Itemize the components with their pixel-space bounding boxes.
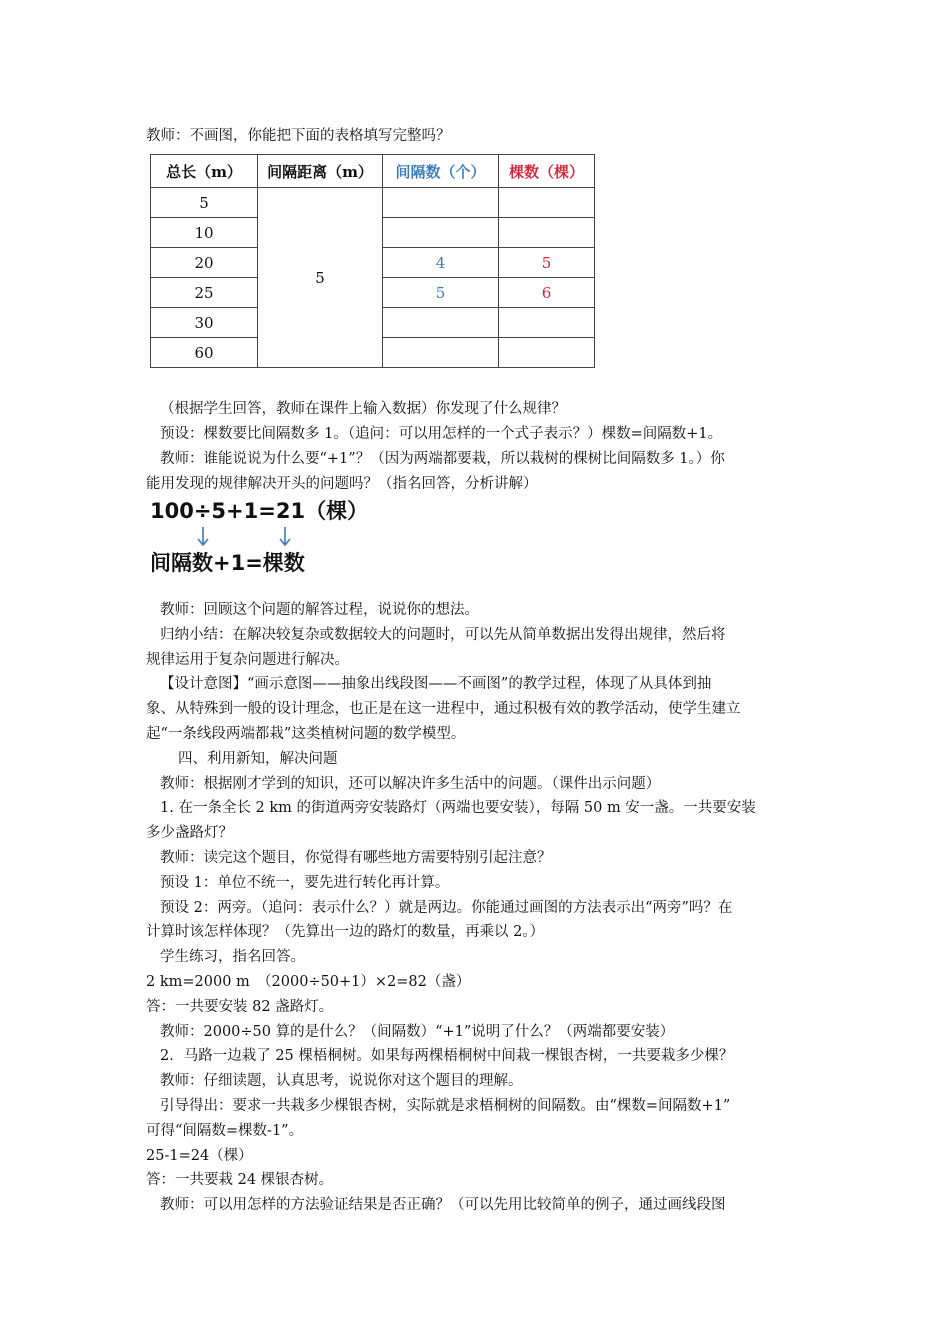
text-line: 1. 在一条全长 2 km 的街道两旁安装路灯（两端也要安装），每隔 50 m 安一盏。一共要安装: [160, 800, 756, 817]
cell-trees: 5: [499, 248, 595, 278]
text-line: 可得“间隔数=棵数-1”。: [146, 1122, 304, 1139]
cell-total: 30: [151, 308, 258, 338]
cell-total: 60: [151, 338, 258, 368]
cell-gaps: 4: [383, 248, 499, 278]
paragraph-question: （根据学生回答，教师在课件上输入数据）你发现了什么规律？: [160, 401, 566, 417]
formula-rule: 间隔数+1=棵数: [150, 551, 305, 575]
text-line: 教师：仔细读题，认真思考，说说你对这个题目的理解。: [160, 1073, 523, 1090]
text-line: 归纳小结：在解决较复杂或数据较大的问题时，可以先从简单数据出发得出规律，然后将: [160, 626, 726, 643]
cell-total: 20: [151, 248, 258, 278]
text-line: 教师：2000÷50 算的是什么？（间隔数）“+1”说明了什么？（两端都要安装）: [160, 1023, 675, 1040]
text-line: 预设 1：单位不统一，要先进行转化再计算。: [160, 874, 450, 891]
text-line: 教师：回顾这个问题的解答过程，说说你的想法。: [160, 602, 479, 618]
arrow-down-icon: [278, 527, 292, 547]
header-tree-count: 棵数（棵）: [499, 155, 595, 188]
cell-trees: [499, 308, 595, 338]
header-interval-distance: 间隔距离（m）: [258, 155, 383, 188]
text-line: 答：一共要安装 82 盏路灯。: [146, 998, 334, 1015]
text-line: 四、利用新知，解决问题: [178, 750, 338, 767]
cell-total: 25: [151, 278, 258, 308]
text-line: 学生练习，指名回答。: [160, 949, 305, 966]
cell-interval: 5: [258, 188, 383, 368]
text-line: 象、从特殊到一般的设计理念，也正是在这一进程中，通过积极有效的教学活动，使学生建立: [146, 701, 741, 718]
text-line: 起“一条线段两端都栽”这类植树问题的数学模型。: [146, 726, 466, 742]
cell-gaps: [383, 188, 499, 218]
table-header-row: [151, 155, 595, 188]
cell-trees: [499, 188, 595, 218]
formula-figure: [150, 495, 390, 585]
cell-gaps: [383, 218, 499, 248]
text-line: 计算时该怎样体现？（先算出一边的路灯的数量，再乘以 2。）: [146, 924, 545, 941]
cell-trees: [499, 338, 595, 368]
text-line: 教师：读完这个题目，你觉得有哪些地方需要特别引起注意？: [160, 850, 552, 866]
cell-gaps: [383, 338, 499, 368]
cell-trees: [499, 218, 595, 248]
header-total-length: 总长（m）: [151, 155, 258, 188]
text-line: 25-1=24（棵）: [146, 1147, 253, 1164]
text-line: 【设计意图】“画示意图——抽象出线段图——不画图”的教学过程，体现了从具体到抽: [160, 676, 712, 693]
text-line: 教师：根据刚才学到的知识，还可以解决许多生活中的问题。（课件出示问题）: [160, 775, 661, 792]
table-row: [151, 188, 595, 218]
text-line: 引导得出：要求一共栽多少棵银杏树，实际就是求梧桐树的间隔数。由“棵数=间隔数+1”: [160, 1098, 731, 1114]
text-line: 2．马路一边栽了 25 棵梧桐树。如果每两棵梧桐树中间栽一棵银杏树，一共要栽多少棵？: [160, 1048, 734, 1065]
intro-text: 教师：不画图，你能把下面的表格填写完整吗？: [146, 128, 451, 144]
header-interval-count: 间隔数（个）: [383, 155, 499, 188]
text-line: 2 km=2000 m （2000÷50+1）×2=82（盏）: [146, 974, 471, 990]
text-line: 规律运用于复杂问题进行解决。: [146, 651, 349, 668]
paragraph-preset: 预设：棵数要比间隔数多 1。（追问：可以用怎样的一个式子表示？）棵数=间隔数+1。: [160, 426, 723, 442]
cell-gaps: 5: [383, 278, 499, 308]
arrow-down-icon: [196, 527, 210, 547]
text-line: 预设 2：两旁。（追问：表示什么？）就是两边。你能通过画图的方法表示出“两旁”吗？在: [160, 899, 733, 916]
text-line: 教师：可以用怎样的方法验证结果是否正确？（可以先用比较简单的例子，通过画线段图: [160, 1197, 726, 1214]
cell-total: 5: [151, 188, 258, 218]
paragraph-why-cont: 能用发现的规律解决开头的问题吗？（指名回答，分析讲解）: [146, 476, 538, 492]
text-line: 答：一共要栽 24 棵银杏树。: [146, 1172, 334, 1189]
cell-trees: 6: [499, 278, 595, 308]
cell-total: 10: [151, 218, 258, 248]
formula-equation: 100÷5+1=21（棵）: [150, 499, 369, 523]
cell-gaps: [383, 308, 499, 338]
data-table: [150, 154, 595, 368]
paragraph-why: 教师：谁能说说为什么要“+1”？（因为两端都要栽，所以栽树的棵树比间隔数多 1。）你: [160, 451, 725, 467]
text-line: 多少盏路灯？: [146, 825, 233, 842]
